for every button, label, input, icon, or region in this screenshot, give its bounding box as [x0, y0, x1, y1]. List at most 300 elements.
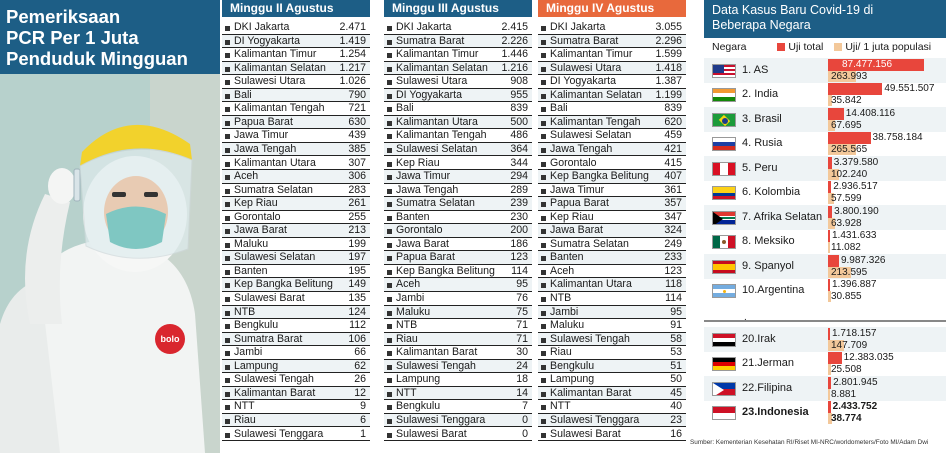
bar-per-million-label: 57.599	[831, 193, 862, 204]
test-value: 123	[664, 264, 682, 277]
bar-total	[828, 401, 831, 413]
test-value: 71	[516, 332, 528, 345]
test-value: 344	[510, 156, 528, 169]
province-name: Gorontalo	[234, 210, 281, 223]
bullet-icon	[541, 148, 546, 153]
province-name: Gorontalo	[396, 224, 443, 237]
flag-us-icon	[712, 64, 736, 78]
table-row	[222, 428, 370, 442]
flag-ph-icon	[712, 382, 736, 396]
bar-total	[828, 108, 844, 120]
table-row	[222, 116, 370, 130]
bullet-icon	[387, 162, 392, 167]
country-name: 9. Spanyol	[742, 260, 794, 272]
table-row	[538, 170, 686, 184]
table-row	[384, 143, 532, 157]
bullet-icon	[225, 419, 230, 424]
test-value: 149	[348, 278, 366, 291]
country-name: 4. Rusia	[742, 137, 783, 149]
test-value: 361	[664, 183, 682, 196]
hero-title-line: PCR Per 1 Juta	[6, 27, 139, 48]
table-row	[538, 62, 686, 76]
table-row	[538, 238, 686, 252]
table-row	[384, 319, 532, 333]
province-name: DKI Jakarta	[396, 21, 452, 33]
bullet-icon	[387, 26, 392, 31]
table-row	[538, 251, 686, 265]
country-name: 6. Kolombia	[742, 186, 801, 198]
province-name: Sulawesi Selatan	[396, 142, 478, 155]
bar-total	[828, 328, 830, 340]
bullet-icon	[225, 175, 230, 180]
hero-panel	[0, 0, 220, 453]
table-row	[538, 333, 686, 347]
bullet-icon	[225, 270, 230, 275]
table-row	[384, 238, 532, 252]
test-value: 118	[665, 278, 682, 291]
table-row	[384, 360, 532, 374]
province-name: Maluku	[550, 319, 585, 332]
test-value: 233	[664, 251, 682, 264]
test-value: 289	[510, 183, 528, 196]
test-value: 71	[516, 319, 528, 332]
country-row	[704, 254, 946, 279]
bar-per-million-label: 25.508	[831, 364, 862, 375]
flag-id-icon	[712, 406, 736, 420]
bullet-icon	[225, 351, 230, 356]
test-value: 1.216	[501, 61, 528, 74]
bullet-icon	[225, 392, 230, 397]
bullet-icon	[225, 26, 230, 31]
bullet-icon	[541, 189, 546, 194]
province-name: Sumatra Barat	[234, 332, 303, 345]
table-row	[538, 157, 686, 171]
test-value: 95	[516, 278, 528, 291]
test-value: 1.026	[339, 75, 366, 88]
bar-total-label: 9.987.326	[840, 255, 886, 266]
province-name: Kalimantan Timur	[550, 48, 633, 61]
test-value: 1.217	[339, 61, 366, 74]
bar-total-label: 87.477.156	[842, 59, 893, 70]
test-value: 1.418	[655, 61, 682, 74]
province-name: Riau	[234, 413, 256, 426]
bullet-icon	[541, 94, 546, 99]
country-row	[704, 400, 946, 425]
table-row	[538, 116, 686, 130]
test-value: 230	[510, 210, 528, 223]
table-row	[538, 265, 686, 279]
bullet-icon	[225, 67, 230, 72]
test-value: 75	[516, 305, 528, 318]
province-name: Jambi	[234, 346, 263, 359]
test-value: 62	[354, 359, 366, 372]
bullet-icon	[225, 121, 230, 126]
bullet-icon	[541, 216, 546, 221]
province-name: Kep Bangka Belitung	[234, 278, 333, 291]
test-value: 18	[516, 373, 528, 386]
table-row	[222, 346, 370, 360]
table-row	[384, 170, 532, 184]
bullet-icon	[387, 216, 392, 221]
test-value: 721	[348, 102, 366, 115]
divider	[704, 320, 946, 322]
bar-total	[828, 181, 831, 193]
province-name: Banten	[396, 210, 430, 223]
bar-per-million-label: 213.595	[831, 267, 868, 278]
test-value: 2.415	[501, 21, 528, 33]
bullet-icon	[541, 256, 546, 261]
chart-title-text: Data Kasus Baru Covid-19 di Beberapa Negara	[712, 3, 874, 32]
bullet-icon	[541, 338, 546, 343]
test-value: 199	[348, 237, 366, 250]
table-row	[384, 346, 532, 360]
bullet-icon	[541, 270, 546, 275]
table-row	[222, 157, 370, 171]
province-name: Jawa Timur	[396, 170, 451, 183]
test-value: 364	[510, 142, 528, 155]
province-name: Kep Riau	[234, 197, 278, 210]
bar-per-million-label: 147.709	[831, 340, 868, 351]
test-value: 630	[348, 115, 366, 128]
bullet-icon	[541, 419, 546, 424]
province-name: Jawa Barat	[396, 237, 449, 250]
test-value: 255	[348, 210, 366, 223]
table-row	[222, 292, 370, 306]
week-title: Minggu III Agustus	[384, 0, 532, 17]
province-name: Kalimantan Selatan	[234, 61, 326, 74]
table-row	[384, 75, 532, 89]
test-value: 2.226	[501, 34, 528, 47]
bullet-icon	[387, 107, 392, 112]
table-row	[538, 346, 686, 360]
country-name: 23.Indonesia	[742, 406, 809, 418]
flag-ru-icon	[712, 137, 736, 151]
country-row	[704, 107, 946, 132]
test-value: 197	[348, 251, 366, 264]
table-row	[384, 197, 532, 211]
table-row	[384, 333, 532, 347]
test-value: 195	[348, 264, 366, 277]
table-row	[222, 211, 370, 225]
table-row	[222, 197, 370, 211]
flag-mx-icon	[712, 235, 736, 249]
table-row	[222, 48, 370, 62]
test-value: 459	[664, 129, 682, 142]
bar-per-million	[828, 389, 830, 400]
country-name: 1. AS	[742, 64, 769, 76]
legend-item-total	[777, 41, 823, 53]
province-name: NTT	[234, 400, 255, 413]
country-row	[704, 82, 946, 107]
health-worker-illustration	[0, 74, 220, 453]
country-name: 22.Filipina	[742, 382, 793, 394]
bullet-icon	[541, 121, 546, 126]
flag-za-icon	[712, 211, 736, 225]
test-value: 7	[522, 400, 528, 413]
province-name: Sulawesi Selatan	[234, 251, 316, 264]
bullet-icon	[387, 405, 392, 410]
bullet-icon	[541, 297, 546, 302]
bullet-icon	[541, 311, 546, 316]
bullet-icon	[225, 107, 230, 112]
table-row	[222, 387, 370, 401]
table-row	[538, 387, 686, 401]
test-value: 135	[348, 292, 366, 304]
country-name: 3. Brasil	[742, 113, 782, 125]
table-row	[384, 89, 532, 103]
test-value: 58	[670, 332, 682, 345]
flag-de-icon	[712, 357, 736, 371]
table-row	[222, 400, 370, 414]
test-value: 2.471	[339, 21, 366, 33]
bar-per-million-label: 265.565	[831, 144, 868, 155]
bullet-icon	[541, 202, 546, 207]
test-value: 14	[516, 386, 528, 399]
bar-total	[828, 279, 830, 291]
province-name: DI Yogyakarta	[550, 75, 616, 88]
bullet-icon	[387, 270, 392, 275]
country-name: 7. Afrika Selatan	[742, 211, 823, 223]
province-name: Jawa Timur	[234, 129, 289, 142]
test-value: 261	[348, 197, 366, 210]
province-name: Sulawesi Barat	[396, 427, 467, 440]
bar-total-label: 3.800.190	[834, 206, 879, 217]
bar-total	[828, 377, 831, 389]
province-name: NTT	[396, 386, 417, 399]
test-value: 439	[348, 129, 366, 142]
bullet-icon	[225, 405, 230, 410]
province-name: Bali	[550, 102, 568, 115]
bullet-icon	[225, 80, 230, 85]
bullet-icon	[225, 243, 230, 248]
province-name: Maluku	[234, 237, 269, 250]
table-row	[384, 48, 532, 62]
country-row	[704, 278, 946, 303]
bullet-icon	[387, 311, 392, 316]
test-value: 112	[349, 319, 366, 332]
bullet-icon	[541, 67, 546, 72]
test-value: 307	[348, 156, 366, 169]
test-value: 347	[664, 210, 682, 223]
table-row	[384, 265, 532, 279]
province-name: Lampung	[234, 359, 279, 372]
bar-per-million-label: 35.842	[831, 95, 862, 106]
table-row	[538, 102, 686, 116]
week-title: Minggu II Agustus	[222, 0, 370, 17]
test-value: 2.296	[655, 34, 682, 47]
bullet-icon	[225, 40, 230, 45]
bullet-icon	[387, 283, 392, 288]
bullet-icon	[541, 40, 546, 45]
bar-total-label: 1.431.633	[832, 230, 877, 241]
legend-category-header: Negara	[712, 41, 747, 53]
week-column	[538, 0, 686, 440]
province-name: NTB	[550, 292, 572, 304]
test-value: 12	[354, 386, 366, 399]
country-row	[704, 376, 946, 401]
province-name: Sulawesi Barat	[234, 292, 305, 304]
chart-legend	[712, 41, 939, 53]
bullet-icon	[541, 175, 546, 180]
bullet-icon	[387, 229, 392, 234]
table-row	[384, 306, 532, 320]
province-name: Banten	[550, 251, 584, 264]
bar-total	[828, 352, 842, 364]
bar-total-label: 2.936.517	[833, 181, 878, 192]
bullet-icon	[541, 243, 546, 248]
bullet-icon	[225, 433, 230, 438]
bullet-icon	[387, 297, 392, 302]
bullet-icon	[541, 80, 546, 85]
table-row	[222, 333, 370, 347]
province-name: Kalimantan Timur	[234, 48, 317, 61]
province-name: Jawa Barat	[550, 224, 603, 237]
bullet-icon	[541, 351, 546, 356]
test-value: 16	[670, 427, 682, 440]
bar-total-label: 3.379.580	[833, 157, 879, 168]
test-value: 306	[348, 170, 366, 183]
test-value: 283	[348, 183, 366, 196]
province-name: Kalimantan Tengah	[234, 102, 325, 115]
province-name: Kalimantan Tengah	[396, 129, 487, 142]
province-name: Aceh	[234, 170, 259, 183]
test-value: 357	[664, 197, 682, 210]
province-name: Bali	[396, 102, 414, 115]
bar-total-label: 1.396.887	[832, 279, 877, 290]
bar-per-million-label: 67.695	[831, 120, 862, 131]
bullet-icon	[225, 229, 230, 234]
province-name: Aceh	[550, 264, 575, 277]
bullet-icon	[541, 378, 546, 383]
test-value: 123	[510, 251, 528, 264]
province-name: Jawa Tengah	[396, 183, 459, 196]
table-row	[538, 319, 686, 333]
bullet-icon	[387, 351, 392, 356]
country-name: 5. Peru	[742, 162, 778, 174]
bullet-icon	[541, 365, 546, 370]
province-name: Papua Barat	[550, 197, 609, 210]
province-name: Sulawesi Tengah	[550, 332, 630, 345]
bar-total-label: 14.408.116	[845, 108, 896, 119]
bullet-icon	[225, 365, 230, 370]
table-row	[384, 292, 532, 306]
province-name: Bengkulu	[550, 359, 595, 372]
province-name: Riau	[550, 346, 572, 359]
province-name: NTB	[396, 319, 418, 332]
bar-per-million-label: 30.855	[831, 291, 862, 302]
province-name: Sulawesi Barat	[550, 427, 621, 440]
province-name: Lampung	[550, 373, 595, 386]
bar-total	[828, 83, 882, 95]
test-value: 1.599	[655, 48, 682, 61]
bullet-icon	[541, 53, 546, 58]
table-row	[538, 75, 686, 89]
table-row	[538, 184, 686, 198]
table-row	[222, 360, 370, 374]
table-row	[384, 116, 532, 130]
bar-per-million-label: 11.082	[831, 242, 861, 253]
test-value: 1	[360, 427, 366, 440]
table-row	[538, 197, 686, 211]
table-row	[538, 292, 686, 306]
bullet-icon	[541, 405, 546, 410]
province-name: Jawa Barat	[234, 224, 287, 237]
table-row	[384, 373, 532, 387]
test-value: 239	[510, 197, 528, 210]
test-value: 114	[665, 292, 682, 304]
bullet-icon	[387, 53, 392, 58]
bar-total	[828, 157, 832, 169]
bullet-icon	[225, 378, 230, 383]
province-name: Kalimantan Selatan	[550, 88, 642, 101]
province-name: Kalimantan Utara	[396, 115, 478, 128]
province-name: Banten	[234, 264, 268, 277]
test-value: 1.446	[501, 48, 528, 61]
table-row	[538, 89, 686, 103]
bullet-icon	[541, 433, 546, 438]
test-value: 421	[664, 142, 682, 155]
bullet-icon	[387, 243, 392, 248]
table-row	[538, 278, 686, 292]
test-value: 50	[670, 373, 682, 386]
country-row	[704, 229, 946, 254]
test-value: 908	[510, 75, 528, 88]
country-name: 21.Jerman	[742, 357, 794, 369]
province-name: Kep Bangka Belitung	[396, 264, 495, 277]
province-name: Jambi	[550, 305, 579, 318]
province-name: Jambi	[396, 292, 425, 304]
test-value: 24	[516, 359, 528, 372]
table-row	[384, 387, 532, 401]
table-row	[538, 224, 686, 238]
province-name: Sulawesi Tenggara	[396, 413, 486, 426]
bullet-icon	[225, 94, 230, 99]
bullet-icon	[225, 148, 230, 153]
table-row	[222, 143, 370, 157]
table-row	[222, 170, 370, 184]
table-row	[538, 48, 686, 62]
province-name: Sulawesi Tenggara	[234, 427, 324, 440]
test-value: 620	[664, 115, 682, 128]
province-name: DI Yogyakarta	[234, 34, 300, 47]
province-name: Sumatra Barat	[550, 34, 619, 47]
table-row	[538, 35, 686, 49]
test-value: 0	[522, 413, 528, 426]
province-name: Kalimantan Timur	[396, 48, 479, 61]
hero-title	[0, 0, 220, 74]
bullet-icon	[387, 40, 392, 45]
bullet-icon	[225, 297, 230, 302]
province-name: NTB	[234, 305, 256, 318]
bullet-icon	[387, 378, 392, 383]
test-value: 51	[670, 359, 682, 372]
bullet-icon	[387, 148, 392, 153]
bar-total-label: 2.801.945	[833, 377, 878, 388]
hero-title-line: Pemeriksaan	[6, 6, 121, 27]
province-name: Sulawesi Selatan	[550, 129, 632, 142]
bullet-icon	[541, 229, 546, 234]
province-name: Gorontalo	[550, 156, 597, 169]
table-row	[222, 238, 370, 252]
bullet-icon	[387, 324, 392, 329]
table-row	[222, 35, 370, 49]
table-row	[538, 414, 686, 428]
test-value: 40	[670, 400, 682, 413]
table-row	[384, 278, 532, 292]
bullet-icon	[225, 256, 230, 261]
chart-ellipsis: .	[744, 312, 747, 323]
test-value: 249	[664, 237, 682, 250]
